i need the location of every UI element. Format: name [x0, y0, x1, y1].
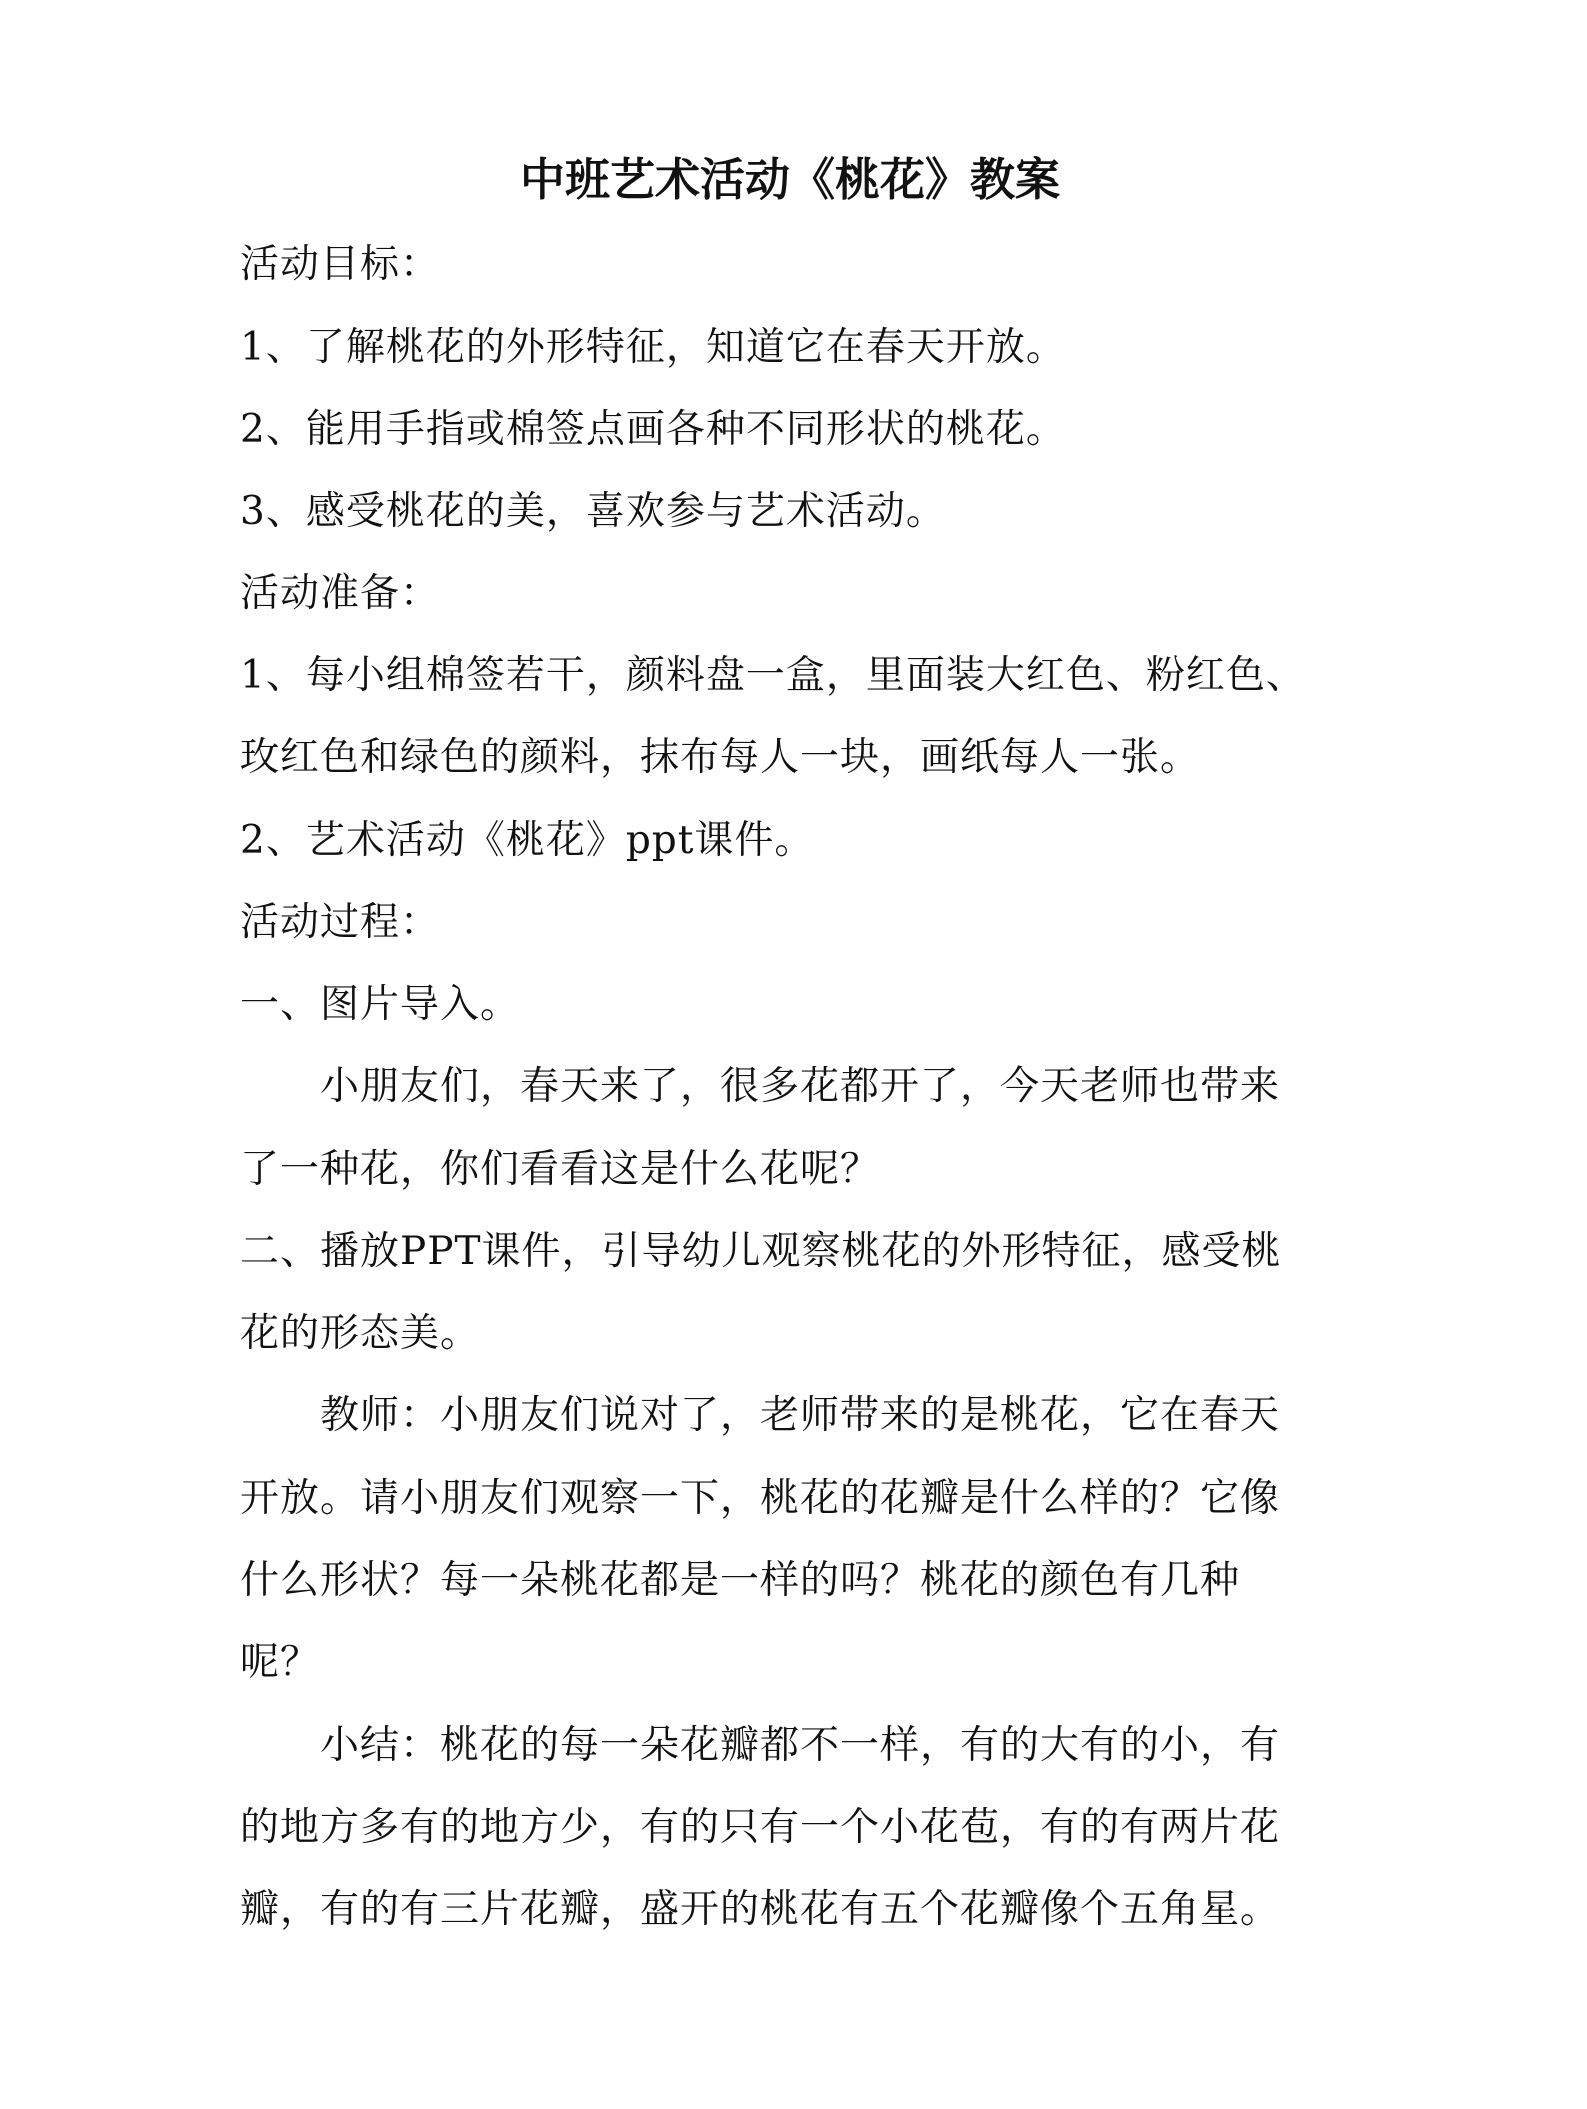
paragraph-line: 呢？: [240, 1640, 321, 1685]
paragraph-line: 教师：小朋友们说对了，老师带来的是桃花，它在春天: [240, 1393, 1281, 1438]
goal-item-1: 1、了解桃花的外形特征，知道它在春天开放。: [240, 325, 1066, 370]
preparation-item-2: 2、艺术活动《桃花》ppt课件。: [240, 818, 815, 863]
paragraph-line: 小结：桃花的每一朵花瓣都不一样，有的大有的小，有: [240, 1723, 1281, 1768]
paragraph-line: 什么形状？每一朵桃花都是一样的吗？桃花的颜色有几种: [240, 1558, 1241, 1603]
paragraph-line: 的地方多有的地方少，有的只有一个小花苞，有的有两片花: [240, 1805, 1281, 1850]
paragraph-line: 开放。请小朋友们观察一下，桃花的花瓣是什么样的？它像: [240, 1476, 1281, 1521]
goal-item-3: 3、感受桃花的美，喜欢参与艺术活动。: [240, 489, 946, 534]
paragraph-line: 了一种花，你们看看这是什么花呢？: [240, 1147, 881, 1192]
preparation-item-1: 1、每小组棉签若干，颜料盘一盒，里面装大红色、粉红色、: [240, 653, 1306, 698]
preparation-item-1-cont: 玫红色和绿色的颜料，抹布每人一块，画纸每人一张。: [240, 735, 1201, 780]
process-step-2-heading-cont: 花的形态美。: [240, 1311, 481, 1356]
process-step-2-heading: 二、播放PPT课件，引导幼儿观察桃花的外形特征，感受桃: [240, 1229, 1282, 1274]
document-title: 中班艺术活动《桃花》教案: [519, 153, 1060, 206]
section-heading-goals: 活动目标：: [240, 242, 441, 287]
paragraph-line: 瓣，有的有三片花瓣，盛开的桃花有五个花瓣像个五角星。: [240, 1887, 1281, 1932]
section-heading-process: 活动过程：: [240, 900, 441, 945]
paragraph-line: 小朋友们，春天来了，很多花都开了，今天老师也带来: [240, 1064, 1281, 1109]
process-step-1-heading: 一、图片导入。: [240, 982, 521, 1027]
goal-item-2: 2、能用手指或棉签点画各种不同形状的桃花。: [240, 407, 1066, 452]
section-heading-preparation: 活动准备：: [240, 571, 441, 616]
